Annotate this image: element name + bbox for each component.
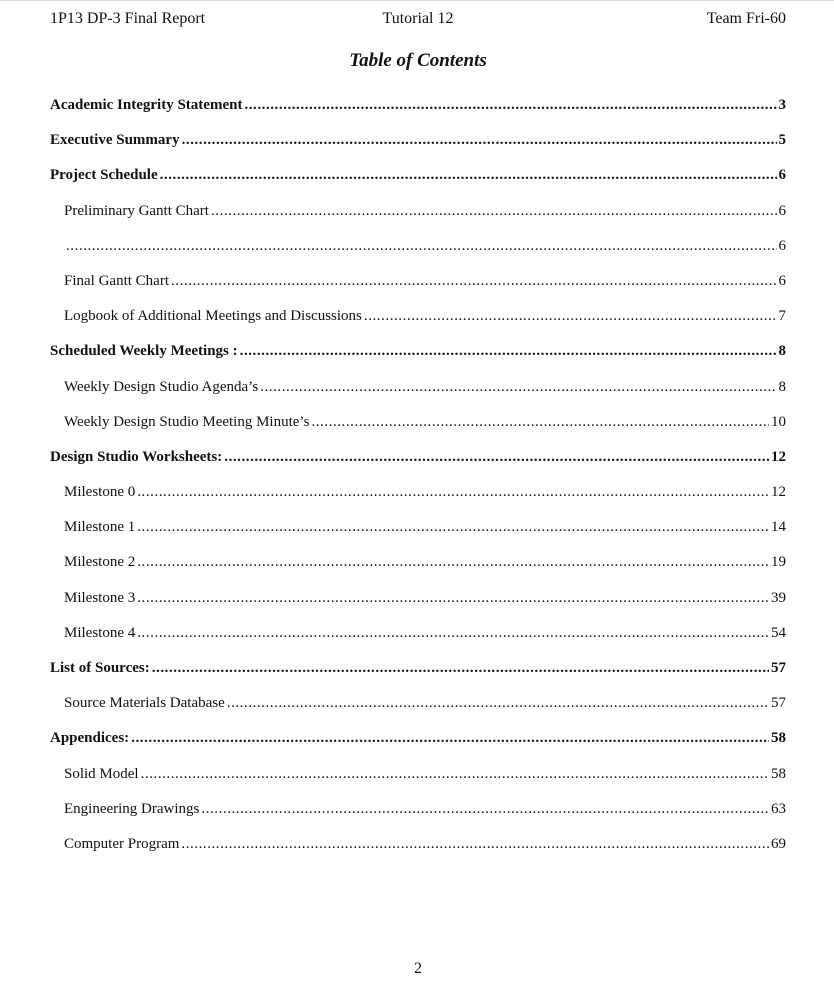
- toc-entry[interactable]: [50, 448, 786, 483]
- toc-entry-page: 19: [771, 554, 786, 571]
- toc-dot-leader: [201, 800, 769, 818]
- toc-entry-page: 8: [778, 378, 786, 395]
- toc-entry[interactable]: [50, 272, 786, 307]
- toc-dot-leader: [137, 518, 769, 536]
- toc-dot-leader: [244, 96, 776, 114]
- toc-entry-page: 6: [778, 167, 786, 184]
- toc-entry[interactable]: [50, 483, 786, 518]
- toc-entry-page: 5: [778, 132, 786, 149]
- toc-entry-label: Executive Summary: [50, 132, 180, 149]
- toc-dot-leader: [181, 835, 769, 853]
- toc-dot-leader: [137, 624, 769, 642]
- toc-entry-label: Milestone 4: [64, 624, 136, 641]
- header-tutorial: Tutorial 12: [382, 10, 454, 27]
- toc-entry-label: Academic Integrity Statement: [50, 97, 243, 113]
- toc-dot-leader: [137, 589, 769, 607]
- toc-entry-page: 58: [771, 730, 786, 747]
- toc-entry[interactable]: [50, 694, 786, 729]
- toc-dot-leader: [137, 553, 769, 571]
- toc-entry-page: 14: [771, 519, 786, 536]
- toc-entry-page: 8: [778, 343, 786, 360]
- toc-entry-label: Milestone 2: [64, 554, 136, 571]
- toc-dot-leader: [152, 659, 769, 677]
- toc-entry[interactable]: [50, 131, 786, 166]
- toc-entry-label: Final Gantt Chart: [64, 272, 169, 289]
- toc-entry-page: 57: [771, 660, 786, 676]
- toc-entry-label: Logbook of Additional Meetings and Discussions: [64, 308, 362, 325]
- page-title: Table of Contents: [349, 50, 487, 71]
- toc-entry-label: Scheduled Weekly Meetings :: [50, 343, 238, 360]
- toc-entry-page: 12: [771, 448, 786, 465]
- toc-dot-leader: [260, 378, 776, 396]
- toc-entry-label: Preliminary Gantt Chart: [64, 202, 209, 219]
- toc-dot-leader: [137, 483, 769, 501]
- toc-entry-page: 12: [771, 484, 786, 501]
- toc-entry-page: 54: [771, 624, 786, 641]
- toc-entry-label: Source Materials Database: [64, 695, 225, 712]
- toc-entry-label: Milestone 3: [64, 589, 136, 606]
- toc-entry-page: 69: [771, 835, 786, 852]
- toc-entry[interactable]: [50, 518, 786, 553]
- toc-dot-leader: [131, 729, 769, 747]
- toc-entry[interactable]: [50, 307, 786, 342]
- toc-entry[interactable]: [50, 659, 786, 694]
- toc-dot-leader: [311, 413, 769, 431]
- toc-entry-label: List of Sources:: [50, 660, 150, 676]
- toc-dot-leader: [171, 272, 777, 290]
- toc-entry[interactable]: [50, 553, 786, 588]
- toc-dot-leader: [211, 202, 777, 220]
- toc-dot-leader: [160, 166, 777, 184]
- toc-entry[interactable]: [50, 413, 786, 448]
- toc-entry-page: 39: [771, 589, 786, 606]
- toc-dot-leader: [227, 694, 769, 712]
- toc-entry-page: 6: [778, 272, 786, 289]
- header-course-title: 1P13 DP-3 Final Report: [50, 10, 206, 27]
- toc-entry[interactable]: [50, 378, 786, 413]
- toc-entry-label: Weekly Design Studio Agenda’s: [64, 378, 259, 395]
- toc-dot-leader: [182, 131, 777, 149]
- toc-entry[interactable]: [50, 729, 786, 764]
- toc-entry-label: Project Schedule: [50, 167, 158, 184]
- toc-dot-leader: [240, 342, 777, 360]
- toc-entry-page: 10: [771, 413, 786, 430]
- toc-entry-page: 63: [771, 800, 786, 817]
- toc-entry-page: 57: [771, 695, 786, 712]
- toc-entry[interactable]: [50, 765, 786, 800]
- toc-entry-page: 6: [778, 237, 786, 254]
- toc-entry-page: 3: [778, 97, 786, 113]
- header-team: Team Fri-60: [706, 10, 786, 27]
- toc-entry-label: Appendices:: [50, 730, 130, 747]
- toc-entry-label: Milestone 1: [64, 519, 136, 536]
- toc-dot-leader: [66, 237, 777, 255]
- toc-dot-leader: [141, 765, 769, 783]
- toc-entry[interactable]: [50, 96, 786, 131]
- toc-entry-label: Solid Model: [64, 765, 139, 782]
- toc-entry[interactable]: [50, 202, 786, 237]
- toc-entry[interactable]: [50, 624, 786, 659]
- toc-entry-page: 7: [778, 308, 786, 325]
- page-header: [50, 10, 786, 32]
- toc-entry-page: 58: [771, 765, 786, 782]
- toc-entry-label: Weekly Design Studio Meeting Minute’s: [64, 413, 310, 430]
- table-of-contents: [50, 96, 786, 870]
- toc-entry[interactable]: [50, 589, 786, 624]
- toc-entry-label: Engineering Drawings: [64, 800, 200, 817]
- toc-entry[interactable]: [50, 342, 786, 377]
- toc-entry[interactable]: [50, 166, 786, 201]
- toc-entry-label: Milestone 0: [64, 484, 136, 501]
- toc-entry-label: Design Studio Worksheets:: [50, 448, 223, 465]
- toc-entry[interactable]: [50, 835, 786, 870]
- toc-entry-label: Computer Program: [64, 835, 180, 852]
- toc-dot-leader: [224, 448, 769, 466]
- toc-dot-leader: [364, 307, 777, 325]
- page-number: 2: [414, 960, 422, 977]
- toc-entry[interactable]: [50, 237, 786, 272]
- toc-entry-page: 6: [778, 202, 786, 219]
- toc-entry[interactable]: [50, 800, 786, 835]
